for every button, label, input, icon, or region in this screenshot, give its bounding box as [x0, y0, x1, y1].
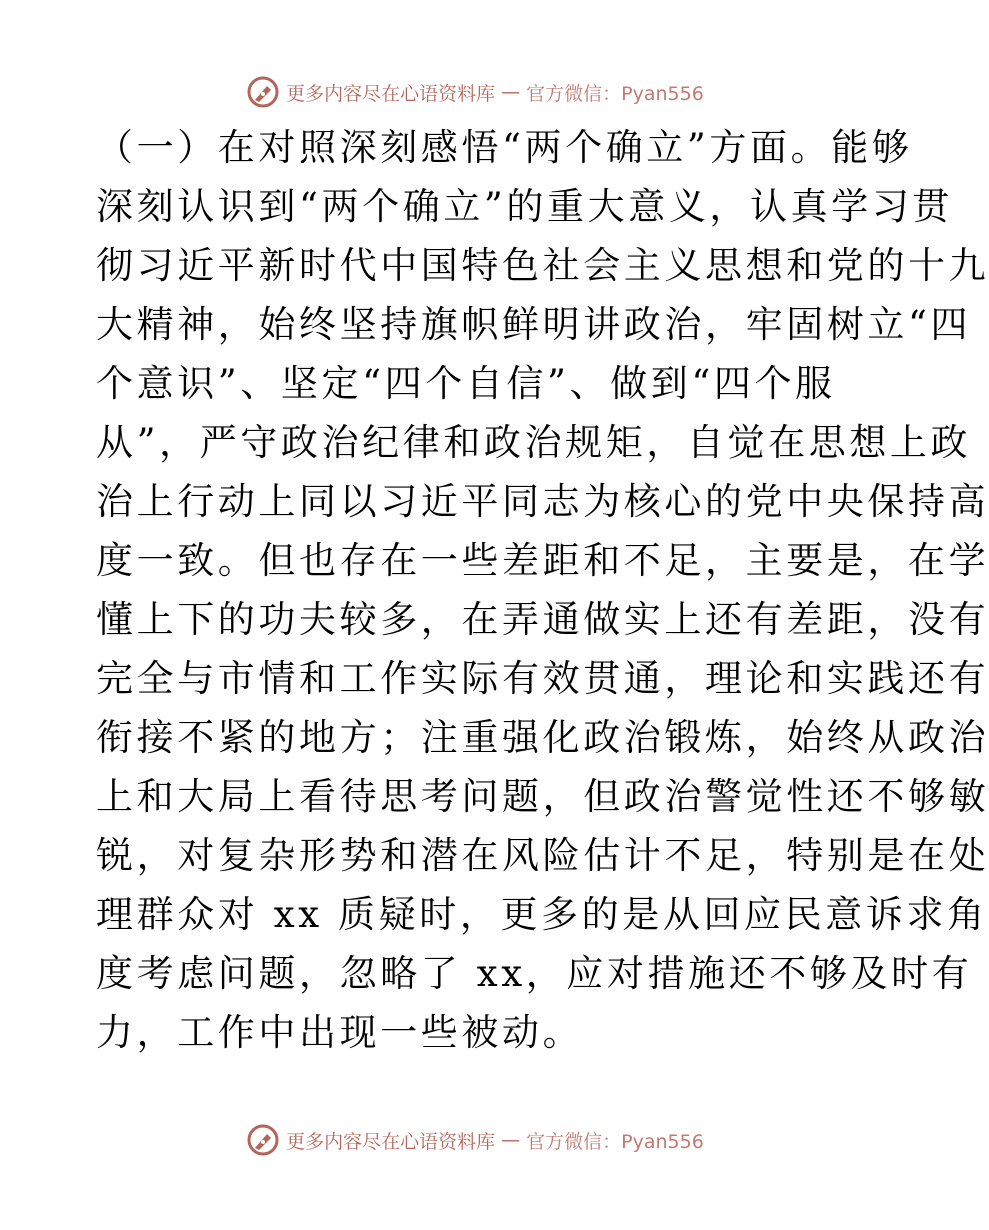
pen-nib-circle-logo-icon [246, 1123, 280, 1157]
watermark-text: 更多内容尽在心语资料库 [286, 82, 496, 105]
body-line: 个意识”、坚定“四个自信”、做到“四个服 [96, 362, 836, 405]
body-line: 完全与市情和工作实际有效贯通，理论和实践还有 [96, 657, 989, 700]
watermark-dash: — [501, 1129, 521, 1151]
watermark-dash: — [501, 81, 521, 103]
body-line: 度考虑问题，忽略了 xx，应对措施还不够及时有 [96, 952, 973, 995]
watermark-text: 更多内容尽在心语资料库 [286, 1130, 496, 1153]
body-line: 从”，严守政治纪律和政治规矩，自觉在思想上政 [96, 421, 972, 464]
body-line: 大精神，始终坚持旗帜鲜明讲政治，牢固树立“四 [96, 303, 972, 346]
watermark-wechat: 官方微信：Pyan556 [526, 1130, 704, 1153]
document-body [96, 118, 989, 1062]
body-line: 懂上下的功夫较多，在弄通做实上还有差距，没有 [96, 598, 989, 641]
body-line: 上和大局上看待思考问题，但政治警觉性还不够敏 [96, 775, 989, 818]
body-line: 力，工作中出现一些被动。 [96, 1011, 584, 1054]
body-line: 锐，对复杂形势和潜在风险估计不足，特别是在处 [96, 834, 989, 877]
body-line: 衔接不紧的地方；注重强化政治锻炼，始终从政治 [96, 716, 989, 759]
watermark-wechat: 官方微信：Pyan556 [526, 82, 704, 105]
body-line: 深刻认识到“两个确立”的重大意义，认真学习贯 [96, 185, 954, 228]
body-line: （一）在对照深刻感悟“两个确立”方面。能够 [96, 126, 913, 169]
body-line: 度一致。但也存在一些差距和不足，主要是，在学 [96, 539, 989, 582]
header-watermark [0, 72, 950, 112]
body-line: 治上行动上同以习近平同志为核心的党中央保持高 [96, 480, 989, 523]
body-line: 彻习近平新时代中国特色社会主义思想和党的十九 [96, 244, 989, 287]
pen-nib-circle-logo-icon [246, 75, 280, 109]
body-line: 理群众对 xx 质疑时，更多的是从回应民意诉求角 [96, 893, 988, 936]
footer-watermark [0, 1120, 950, 1160]
